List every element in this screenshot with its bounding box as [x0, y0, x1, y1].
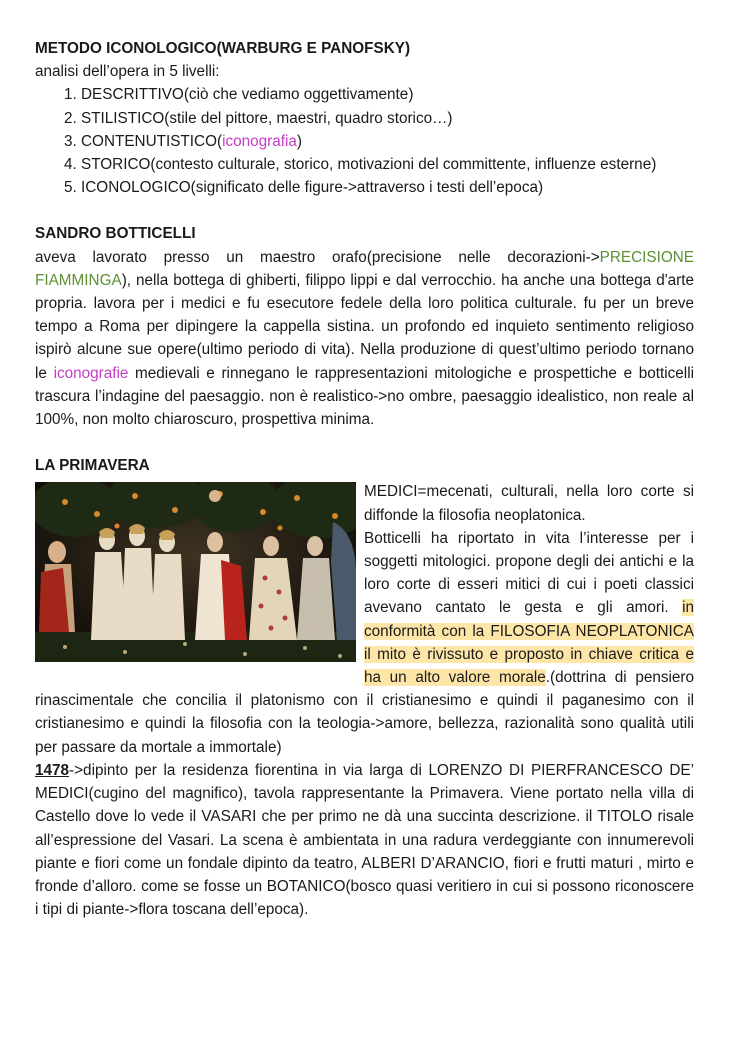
section-title-primavera: LA PRIMAVERA — [35, 457, 150, 475]
year-1478: 1478 — [35, 761, 70, 779]
highlight-iconografia: iconografia — [222, 132, 297, 150]
highlighted-phrase: in conformità con la FILOSOFIA NEOPLATONICA il mito è rivissuto e proposto in chiave critica e ha un alto valore morale — [364, 599, 694, 687]
document-content — [35, 37, 694, 921]
list-item: 5. ICONOLOGICO(significato delle figure->attraverso i testi dell’epoca) — [81, 176, 694, 199]
section-intro: analisi dell’opera in 5 livelli: — [35, 63, 220, 81]
section-title-metodo: METODO ICONOLOGICO(WARBURG E PANOFSKY) — [35, 40, 411, 57]
primavera-paragraph: Botticelli ha riportato in vita l’interesse per i soggetti mitologici. propone degli dei antichi e la loro corte di esseri mitici di cui i poeti classici avevano cantato le gesta e gli amori. in conformità con la FILOSOFIA NEOPLATONICA il mito è rivissuto e proposto in chiave critica e ha un alto valore morale.(dottrina di pensiero rinascimentale che concilia il platonismo con il cristianesimo e quindi il paganesimo con il cristianesimo e quindi la filosofia con la teologia->amore, bellezza, razionalità sono qualità utili per passare da mortale a immortale) — [35, 529, 694, 756]
list-item: 3. CONTENUTISTICO(iconografia) — [81, 130, 694, 153]
highlight-iconografie: iconografie — [53, 364, 129, 382]
primavera-painting-image — [35, 482, 356, 662]
green-text-precisione: PRECISIONE FIAMMINGA — [35, 248, 694, 289]
list-item: 2. STILISTICO(stile del pittore, maestri, quadro storico…) — [81, 107, 694, 130]
levels-list — [35, 83, 694, 199]
botticelli-paragraph: aveva lavorato presso un maestro orafo(precisione nelle decorazioni->PRECISIONE FIAMMINGA), nella bottega di ghiberti, filippo lippi e dal verrocchio. ha anche una bottega d'arte propria. lavora per i medici e fu esecutore fedele della loro politica culturale. fu per un breve tempo a Roma per dipingere la cappella sistina. un profondo ed inquieto sentimento religioso ispirò alcune sue opere(ultimo periodo di vita). Nella produzione di quest’ultimo periodo tornano le iconografie medievali e rinnegano le rappresentazioni mitologiche e prospettiche e botticelli trascura l’indagine del paesaggio. non è realistico->no ombre, paesaggio idealistico, non reale al 100%, non molto chiaroscuro, prospettiva minima. — [35, 248, 694, 429]
primavera-painting-icon — [35, 482, 356, 662]
list-item: 4. STORICO(contesto culturale, storico, motivazioni del committente, influenze esterne) — [81, 153, 694, 176]
section-title-botticelli: SANDRO BOTTICELLI — [35, 225, 196, 243]
primavera-intro: MEDICI=mecenati, culturali, nella loro corte si diffonde la filosofia neoplatonica. — [364, 483, 694, 524]
list-item: 1. DESCRITTIVO(ciò che vediamo oggettivamente) — [81, 83, 694, 106]
primavera-history: 1478->dipinto per la residenza fiorentina in via larga di LORENZO DI PIERFRANCESCO DE’ MEDICI(cugino del magnifico), tavola rappresentante la Primavera. Viene portato nella villa di Castello dove lo vede il VASARI che per primo ne dà una succinta descrizione. il TITOLO risale all’espressione del Vasari. La scena è ambientata in una radura verdeggiante con innumerevoli piante e fiori come un fondale dipinto da teatro, ALBERI D’ARANCIO, fiori e frutti maturi , mirto e fronde d’alloro. come se fosse un BOTANICO(bosco quasi veritiero in cui si possono riconoscere i tipi di piante->flora toscana dell’epoca). — [35, 761, 694, 919]
